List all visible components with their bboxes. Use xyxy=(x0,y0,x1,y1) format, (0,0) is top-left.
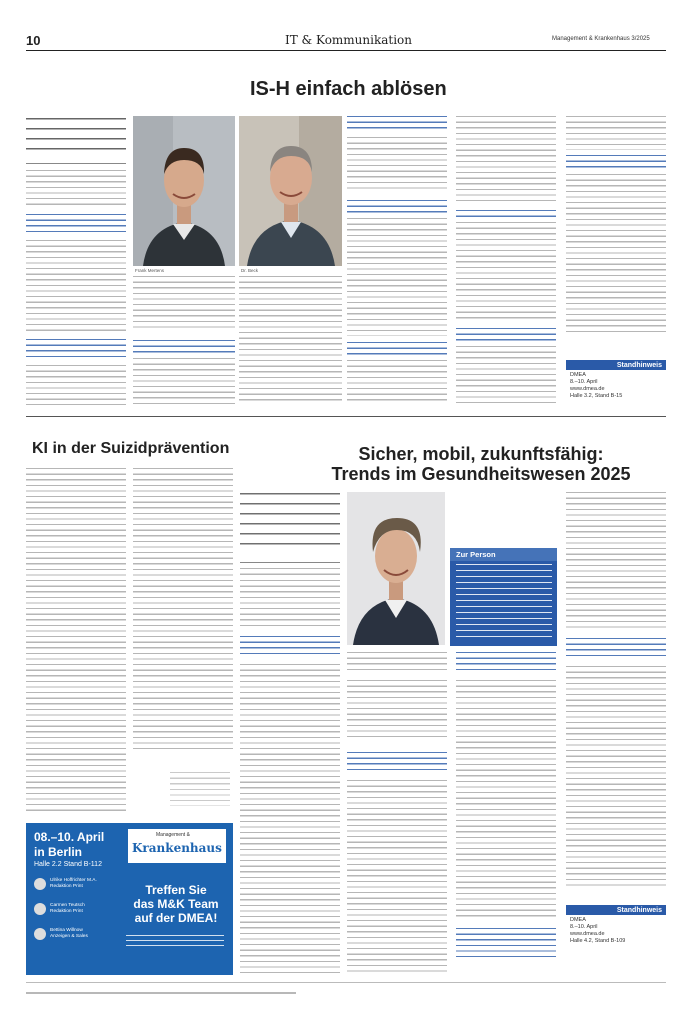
intro-rule xyxy=(26,163,126,164)
ad-city: in Berlin xyxy=(34,845,83,859)
article1-col3-text xyxy=(239,276,342,405)
ad-person-3 xyxy=(50,928,88,940)
standbox-1-line1: DMEA xyxy=(570,372,586,378)
article1-question-5 xyxy=(347,200,447,214)
portrait-1-illustration xyxy=(133,116,235,266)
standbox-2-line2: 8.–10. April xyxy=(570,924,598,930)
article1-headline: IS-H einfach ablösen xyxy=(250,78,447,100)
footer-info xyxy=(26,992,296,994)
ad-slogan xyxy=(122,883,230,925)
ad-date: 08.–10. April xyxy=(34,830,105,844)
ad-slogan-line1: Treffen Sie xyxy=(145,883,207,897)
article3-col2-text-a xyxy=(347,652,447,674)
standbox-1-line3: www.dmea.de xyxy=(570,386,605,392)
ad-person-1-role: Redaktion Print xyxy=(50,884,83,889)
portrait-photo-1 xyxy=(133,116,235,266)
portrait-3-illustration xyxy=(347,492,445,645)
avatar-1 xyxy=(34,878,46,890)
article1-question-3 xyxy=(133,340,235,354)
article1-col1-text-b xyxy=(26,240,126,332)
article1-question-4 xyxy=(347,116,447,132)
article3-headline-line1: Sicher, mobil, zukunftsfähig: xyxy=(358,444,604,464)
ad-logo-brand: Krankenhaus xyxy=(132,841,222,855)
article1-col5-text-c xyxy=(456,346,556,405)
article3-col1-text-b xyxy=(240,664,340,974)
issue-info: Management & Krankenhaus 3/2025 xyxy=(552,36,650,42)
article3-col2-text-c xyxy=(347,780,447,974)
ad-person-1 xyxy=(50,878,97,890)
portrait-2-illustration xyxy=(239,116,342,266)
standbox-1-line4: Halle 3.2, Stand B-15 xyxy=(570,393,623,399)
article1-intro xyxy=(26,118,126,158)
article3-intro xyxy=(240,493,340,553)
article3-col2-text-b xyxy=(347,680,447,740)
article3-col1-text-a xyxy=(240,580,340,630)
section-title: IT & Kommunikation xyxy=(285,33,413,47)
page-number: 10 xyxy=(26,33,41,48)
article3-question-5 xyxy=(566,638,666,660)
portrait-photo-3 xyxy=(347,492,445,645)
article1-col4-text-c xyxy=(347,360,447,405)
article3-question-2 xyxy=(347,752,447,774)
article1-col2-text-b xyxy=(133,358,235,405)
ad-person-2-role: Redaktion Print xyxy=(50,909,83,914)
article1-col4-text-b xyxy=(347,218,447,336)
article3-author xyxy=(240,568,340,576)
article1-col4-text-a xyxy=(347,137,447,192)
ad-slogan-line2: das M&K Team xyxy=(133,897,219,911)
article1-question-8 xyxy=(456,328,556,342)
avatar-2 xyxy=(34,903,46,915)
ad-stand: Halle 2.2 Stand B-112 xyxy=(34,861,102,868)
dmea-ad[interactable] xyxy=(26,823,233,975)
article1-col1-text-c xyxy=(26,365,126,405)
article3-question-3 xyxy=(456,652,556,674)
standbox-1 xyxy=(566,360,666,402)
section-divider xyxy=(26,416,666,417)
article1-col5-text-a xyxy=(456,116,556,203)
photo2-caption: Dr. Beck xyxy=(241,268,259,273)
article1-col5-text-b xyxy=(456,222,556,320)
portrait-photo-2 xyxy=(239,116,342,266)
article3-headline xyxy=(297,444,665,484)
header-rule xyxy=(26,50,666,51)
article2-sources xyxy=(170,772,230,806)
ad-person-3-name: Bettina Willnow xyxy=(50,928,83,933)
article3-col3-text xyxy=(456,680,556,920)
ad-contact-lines xyxy=(126,935,224,947)
photo1-caption: Frank Mertens xyxy=(135,268,165,273)
ad-person-2-name: Carmen Teutsch xyxy=(50,903,85,908)
avatar-3 xyxy=(34,928,46,940)
article1-question-2 xyxy=(26,339,126,361)
person-box xyxy=(450,548,557,646)
ad-person-2 xyxy=(50,903,85,915)
article3-question-1 xyxy=(240,636,340,658)
footer-rule xyxy=(26,982,666,983)
standbox-2-line1: DMEA xyxy=(570,917,586,923)
standbox-1-line2: 8.–10. April xyxy=(570,379,598,385)
ad-person-1-name: Ulrike Hoffrichter M.A. xyxy=(50,878,97,883)
article1-question-6 xyxy=(347,342,447,356)
article3-question-4 xyxy=(456,928,556,958)
article1-col2-text-a xyxy=(133,276,235,330)
article1-col6-text-a xyxy=(566,116,666,150)
article2-col2-text xyxy=(133,468,233,750)
article2-col1-text xyxy=(26,468,126,812)
article3-headline-line2: Trends im Gesundheitswesen 2025 xyxy=(331,464,631,484)
ad-logo xyxy=(128,829,226,863)
article3-col4-text-b xyxy=(566,666,666,890)
article1-question-1 xyxy=(26,214,126,236)
standbox-2-title: Standhinweis xyxy=(566,906,666,915)
article1-col6-text-b xyxy=(566,174,666,334)
article3-intro-rule xyxy=(240,562,340,563)
person-box-title: Zur Person xyxy=(450,548,557,561)
ad-logo-small: Management & xyxy=(156,832,190,838)
person-box-text xyxy=(456,564,552,640)
standbox-2 xyxy=(566,905,666,947)
article3-col4-text-a xyxy=(566,492,666,632)
article2-headline: KI in der Suizidprävention xyxy=(32,440,230,457)
article1-question-9 xyxy=(566,155,666,169)
article1-question-7 xyxy=(456,210,556,218)
standbox-2-line4: Halle 4.2, Stand B-109 xyxy=(570,938,626,944)
article1-col1-text-a xyxy=(26,170,126,205)
ad-person-3-role: Anzeigen & Sales xyxy=(50,934,88,939)
standbox-2-line3: www.dmea.de xyxy=(570,931,605,937)
ad-slogan-line3: auf der DMEA! xyxy=(134,911,218,925)
standbox-1-title: Standhinweis xyxy=(566,361,666,370)
